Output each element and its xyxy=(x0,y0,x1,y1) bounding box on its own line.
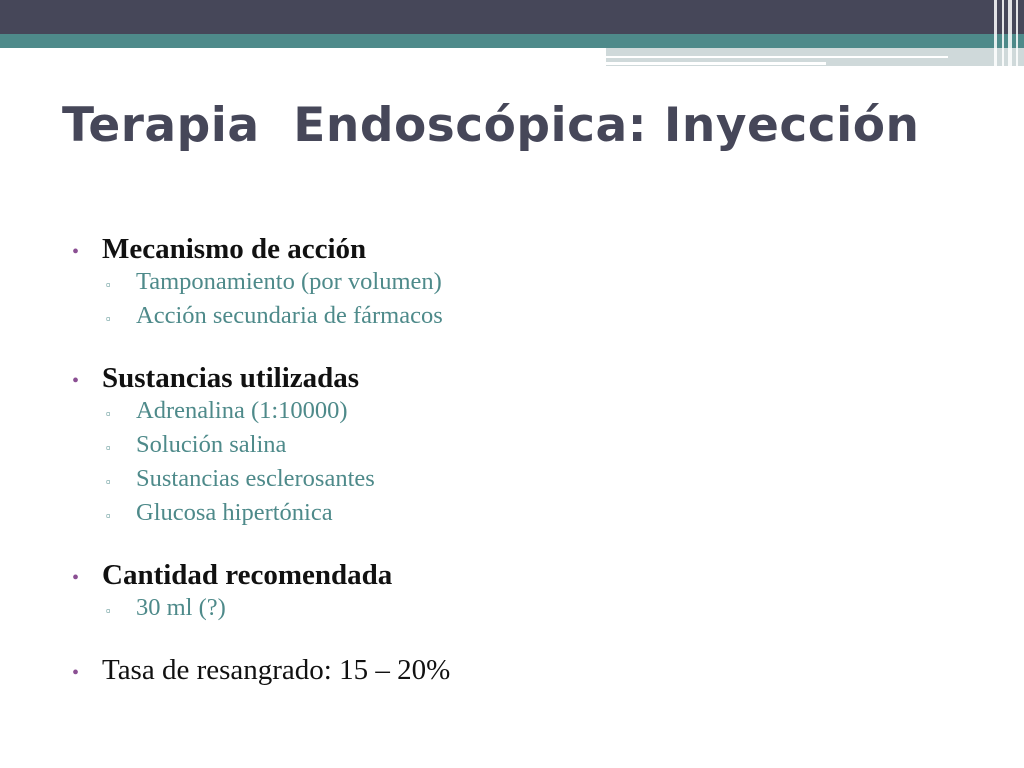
bullet-item xyxy=(72,232,972,334)
header-teal-band xyxy=(0,34,1024,48)
subitem xyxy=(106,463,972,497)
subitem xyxy=(106,266,972,300)
bullet-row xyxy=(72,653,972,687)
square-bullet-icon: ▫ xyxy=(106,406,111,421)
bullet-dot-icon: • xyxy=(72,662,80,684)
square-bullet-icon: ▫ xyxy=(106,474,111,489)
subitem-text: Adrenalina (1:10000) xyxy=(136,397,348,424)
bullet-dot-icon: • xyxy=(72,567,80,589)
subitem-list xyxy=(72,266,972,334)
subitem-list xyxy=(72,395,972,531)
subitem xyxy=(106,592,972,626)
header-bar xyxy=(0,0,1024,34)
square-bullet-icon: ▫ xyxy=(106,508,111,523)
bullet-row xyxy=(72,361,972,395)
header-accent-line xyxy=(606,56,948,58)
subitem-text: 30 ml (?) xyxy=(136,594,226,621)
subitem xyxy=(106,497,972,531)
subitem-text: Acción secundaria de fármacos xyxy=(136,302,443,329)
subitem xyxy=(106,300,972,334)
bullet-row xyxy=(72,232,972,266)
bullet-text: Sustancias utilizadas xyxy=(102,362,360,394)
subitem xyxy=(106,429,972,463)
square-bullet-icon: ▫ xyxy=(106,440,111,455)
square-bullet-icon: ▫ xyxy=(106,311,111,326)
subitem-text: Tamponamiento (por volumen) xyxy=(136,268,442,295)
slide-title: Terapia Endoscópica: Inyección xyxy=(62,98,920,153)
bullet-item xyxy=(72,653,972,687)
subitem-text: Solución salina xyxy=(136,431,287,458)
bullet-text: Cantidad recomendada xyxy=(102,559,393,591)
slide-content xyxy=(72,232,972,714)
bullet-row xyxy=(72,558,972,592)
subitem-list xyxy=(72,592,972,626)
subitem-text: Sustancias esclerosantes xyxy=(136,465,375,492)
subitem-text: Glucosa hipertónica xyxy=(136,499,333,526)
subitem xyxy=(106,395,972,429)
bullet-text: Mecanismo de acción xyxy=(102,233,367,265)
bullet-dot-icon: • xyxy=(72,241,80,263)
bullet-dot-icon: • xyxy=(72,370,80,392)
header-accent-line xyxy=(606,62,826,65)
bullet-item xyxy=(72,558,972,626)
header-vertical-stripes xyxy=(990,0,1024,68)
bullet-text: Tasa de resangrado: 15 – 20% xyxy=(102,654,451,686)
square-bullet-icon: ▫ xyxy=(106,277,111,292)
bullet-list xyxy=(72,232,972,687)
bullet-item xyxy=(72,361,972,531)
square-bullet-icon: ▫ xyxy=(106,603,111,618)
